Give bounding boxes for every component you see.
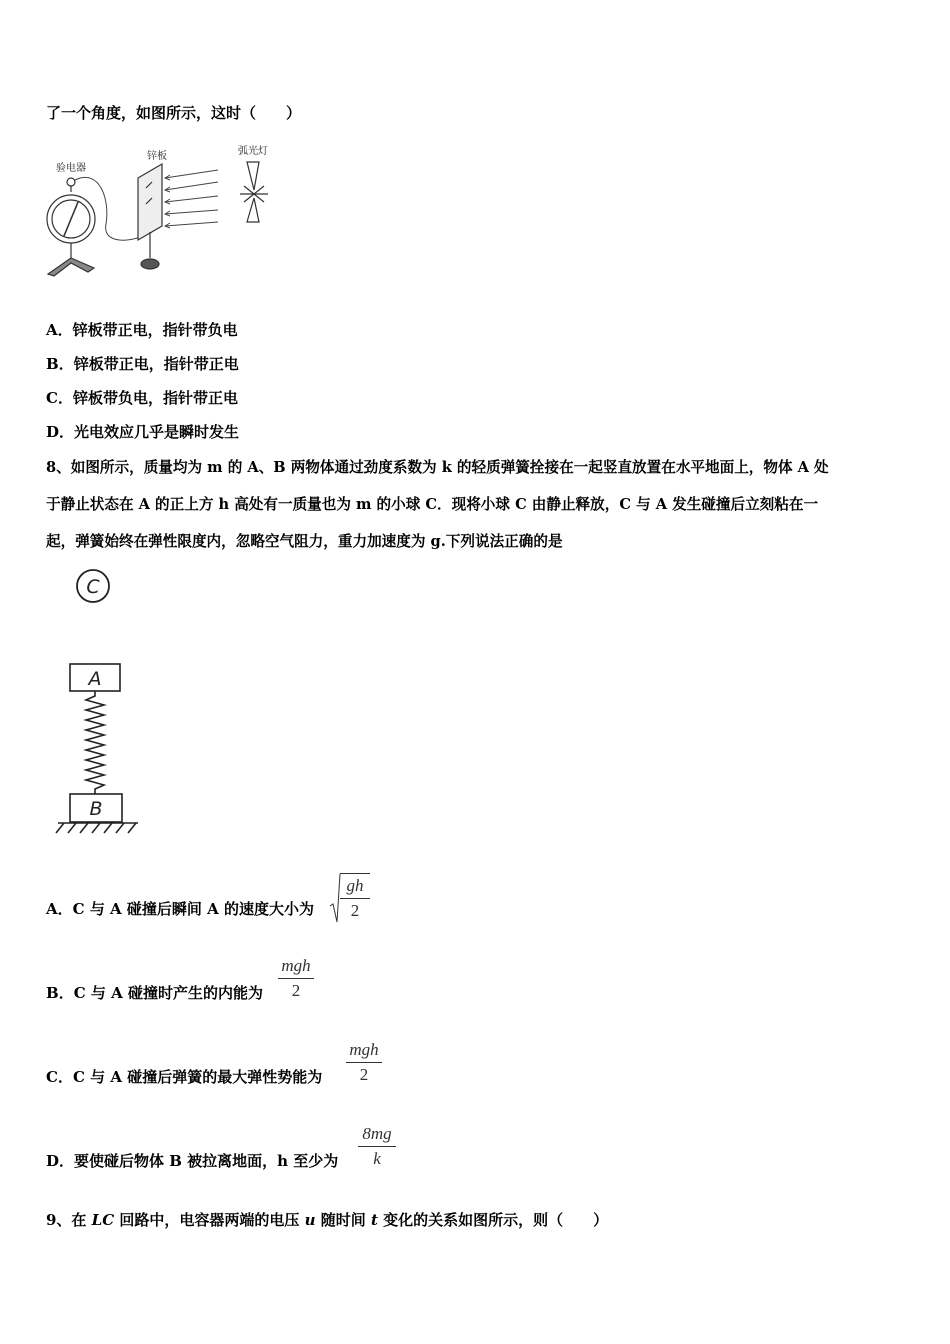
block-a-label: A (88, 668, 102, 690)
option-letter: A (46, 321, 58, 339)
q7-stem-tail: 了一个角度，如图所示，这时（ ） (46, 104, 302, 122)
q8-option-a[interactable]: A．C 与 A 碰撞后瞬间 A 的速度大小为 (46, 900, 314, 918)
option-letter: C (46, 1068, 58, 1086)
option-letter: A (46, 900, 58, 918)
option-text: 要使碰后物体 B 被拉离地面，h 至少为 (74, 1152, 339, 1170)
fraction-denominator: 2 (291, 981, 301, 1000)
q8-spring-figure (52, 566, 152, 840)
electroscope-label: 验电器 (56, 163, 86, 174)
option-letter: B (46, 984, 59, 1002)
q8-option-c-fraction (346, 1040, 382, 1085)
zinc-plate-label: 锌板 (147, 151, 167, 162)
q8-stem-line2: 于静止状态在 A 的正上方 h 高处有一质量也为 m 的小球 C．现将小球 C 由静止释放，C 与 A 发生碰撞后立刻粘在一 (46, 496, 819, 513)
fraction-denominator: 2 (359, 1065, 369, 1084)
q8-stem-line1: 8、如图所示，质量均为 m 的 A、B 两物体通过劲度系数为 k 的轻质弹簧拴接在一起竖直放置在水平地面上，物体 A 处 (46, 459, 829, 476)
spring (86, 691, 104, 794)
q7-option-d[interactable]: D．光电效应几乎是瞬时发生 (46, 423, 240, 441)
q8-option-c[interactable]: C．C 与 A 碰撞后弹簧的最大弹性势能为 (46, 1068, 323, 1086)
option-letter: D (46, 1152, 60, 1170)
q7-option-c[interactable]: C．锌板带负电，指针带正电 (46, 389, 238, 407)
block-a (70, 664, 120, 691)
option-text: 锌板带负电，指针带正电 (72, 389, 238, 407)
q9-text-prefix: 9、在 (46, 1211, 92, 1229)
fraction-denominator: 2 (350, 901, 360, 920)
option-text: 锌板带正电，指针带正电 (73, 355, 239, 373)
option-text: 光电效应几乎是瞬时发生 (74, 423, 240, 441)
q7-option-b[interactable]: B．锌板带正电，指针带正电 (46, 355, 239, 373)
q9-var-lc: LC (91, 1211, 115, 1229)
sqrt-overline (340, 873, 370, 874)
q7-photoelectric-figure (40, 140, 290, 282)
fraction-denominator: k (373, 1149, 381, 1168)
fraction-numerator: mgh (278, 956, 314, 979)
ball-c (77, 570, 109, 602)
q9-var-u: u (304, 1211, 316, 1229)
electroscope-icon (47, 178, 95, 276)
q9-stem (46, 1209, 608, 1230)
q8-stem-line3: 起，弹簧始终在弹性限度内，忽略空气阻力，重力加速度为 g.下列说法正确的是 (46, 533, 563, 550)
q9-text-mid2: 随时间 (315, 1211, 371, 1229)
arc-lamp-icon (240, 162, 268, 222)
fraction-numerator: 8mg (358, 1124, 396, 1147)
q9-text-mid1: 回路中，电容器两端的电压 (114, 1211, 305, 1229)
fraction-numerator: mgh (346, 1040, 382, 1063)
q8-option-a-fraction (340, 876, 370, 921)
zinc-plate-icon (138, 164, 162, 269)
ground (56, 823, 138, 833)
ball-c-label: C (86, 576, 100, 598)
q9-var-t: t (370, 1211, 378, 1229)
option-text: 锌板带正电，指针带负电 (72, 321, 238, 339)
q8-option-b[interactable]: B．C 与 A 碰撞时产生的内能为 (46, 984, 263, 1002)
option-letter: B (46, 355, 59, 373)
q9-text-suffix: 变化的关系如图所示，则（ ） (377, 1211, 609, 1229)
block-b (70, 794, 122, 822)
q7-option-a[interactable]: A．锌板带正电，指针带负电 (46, 321, 238, 339)
option-letter: C (46, 389, 58, 407)
option-text: C 与 A 碰撞后瞬间 A 的速度大小为 (72, 900, 314, 918)
block-b-label: B (89, 798, 103, 820)
arc-lamp-label: 弧光灯 (238, 146, 268, 157)
option-letter: D (46, 423, 60, 441)
option-text: C 与 A 碰撞时产生的内能为 (73, 984, 263, 1002)
q8-option-b-fraction (278, 956, 314, 1001)
q8-option-d-fraction (358, 1124, 396, 1169)
option-text: C 与 A 碰撞后弹簧的最大弹性势能为 (72, 1068, 323, 1086)
light-rays (165, 170, 218, 228)
q8-option-d[interactable]: D．要使碰后物体 B 被拉离地面，h 至少为 (46, 1152, 339, 1170)
fraction-numerator: gh (340, 876, 370, 899)
